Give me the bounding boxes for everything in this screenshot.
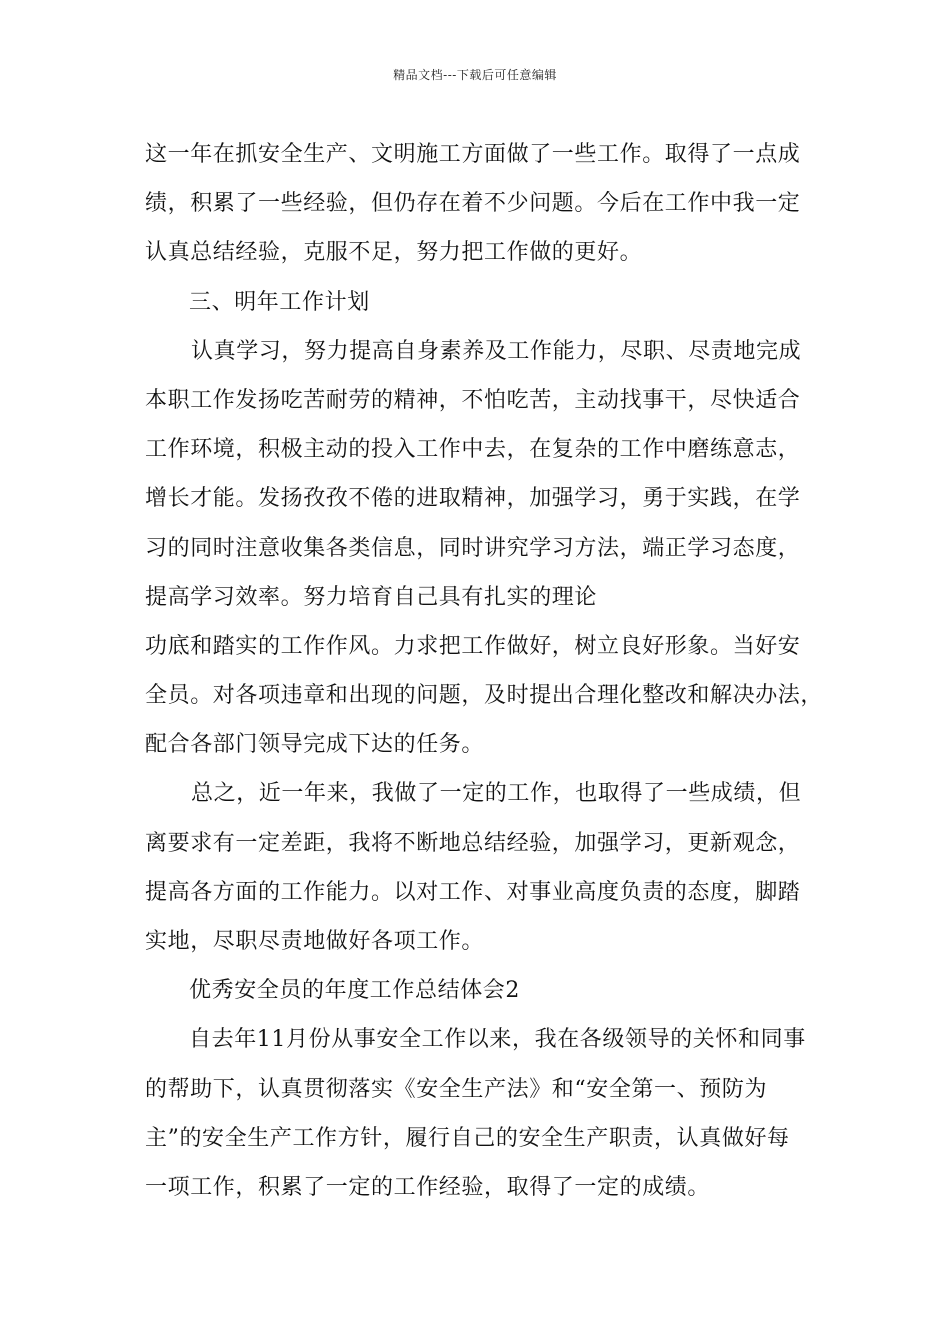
section-heading: 三、明年工作计划 bbox=[189, 289, 370, 315]
text-line: 绩，积累了一些经验，但仍存在着不少问题。今后在工作中我一定 bbox=[145, 191, 801, 217]
text-line: 本职工作发扬吃苦耐劳的精神，不怕吃苦，主动找事干，尽快适合 bbox=[145, 387, 801, 413]
text-line: 增长才能。发扬孜孜不倦的进取精神，加强学习，勇于实践，在学 bbox=[145, 486, 801, 512]
paragraph-start-line: 自去年11月份从事安全工作以来，我在各级领导的关怀和同事 bbox=[189, 1027, 806, 1053]
text-line: 这一年在抓安全生产、文明施工方面做了一些工作。取得了一点成 bbox=[145, 142, 801, 167]
paragraph-start-line: 总之，近一年来，我做了一定的工作，也取得了一些成绩，但 bbox=[191, 781, 802, 807]
page-header: 精品文档---下载后可任意编辑 bbox=[393, 68, 557, 82]
document-body bbox=[145, 130, 825, 1212]
text-line: 习的同时注意收集各类信息，同时讲究学习方法，端正学习态度， bbox=[145, 535, 801, 561]
text-line: 工作环境，积极主动的投入工作中去，在复杂的工作中磨练意志， bbox=[145, 437, 801, 463]
text-line: 实地，尽职尽责地做好各项工作。 bbox=[145, 929, 485, 954]
text-line: 一项工作，积累了一定的工作经验，取得了一定的成绩。 bbox=[145, 1174, 711, 1200]
paragraph-start-line: 认真学习，努力提高自身素养及工作能力，尽职、尽责地完成 bbox=[191, 338, 802, 364]
article-subtitle: 优秀安全员的年度工作总结体会2 bbox=[189, 978, 520, 1004]
text-line: 主”的安全生产工作方针，履行自己的安全生产职责，认真做好每 bbox=[145, 1125, 790, 1151]
text-line: 提高学习效率。努力培育自己具有扎实的理论 bbox=[145, 584, 598, 610]
text-line: 认真总结经验，克服不足，努力把工作做的更好。 bbox=[145, 240, 643, 266]
text-line: 功底和踏实的工作作风。力求把工作做好，树立良好形象。当好安 bbox=[145, 633, 801, 659]
text-line: 全员。对各项违章和出现的问题，及时提出合理化整改和解决办法， bbox=[145, 683, 824, 709]
text-line: 配合各部门领导完成下达的任务。 bbox=[145, 732, 485, 758]
text-line: 离要求有一定差距，我将不断地总结经验，加强学习，更新观念， bbox=[145, 830, 801, 856]
text-line: 的帮助下，认真贯彻落实《安全生产法》和“安全第一、预防为 bbox=[145, 1076, 768, 1102]
text-line: 提高各方面的工作能力。以对工作、对事业高度负责的态度，脚踏 bbox=[145, 879, 801, 905]
